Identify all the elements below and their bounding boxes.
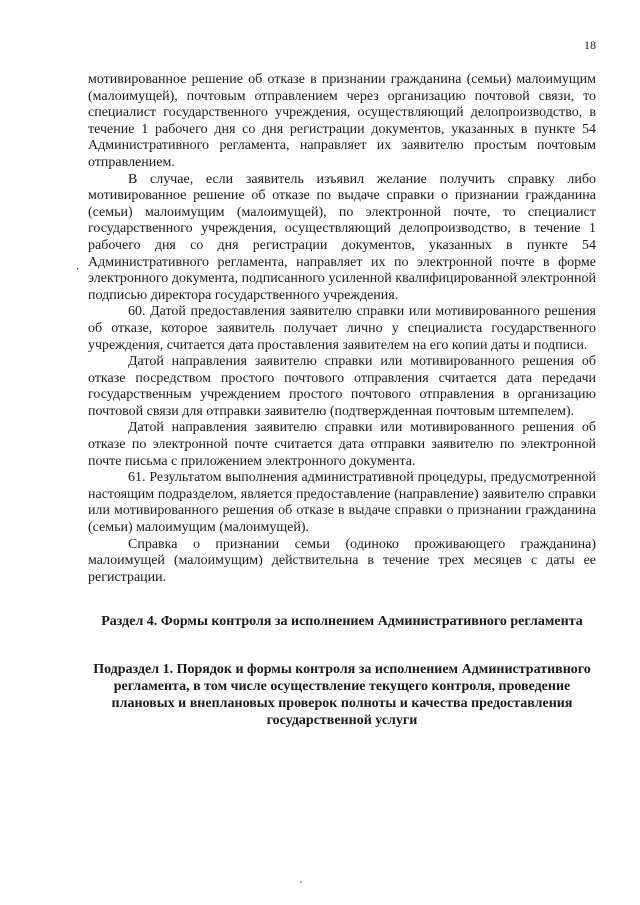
paragraph-email-date: Датой направления заявителю справки или мотивированного решения об отказе по электронной почте считается дата отправки заявителю по электронной почте письма с приложением электронного документа. [88,420,596,469]
page-number: 18 [584,38,596,52]
paragraph-postal-date: Датой направления заявителю справки или мотивированного решения об отказе посредством простого почтового отправления считается дата передачи государственным учреждением простого почтового отправления в организацию почтовой связи для отправки заявителю (подтвержденная почтовым штемпелем). [88,354,596,419]
paragraph-item-60: 60. Датой предоставления заявителю справки или мотивированного решения об отказе, которое заявитель получает лично у специалиста государственного учреждения, считается дата проставления заявителем на его копии даты и подписи. [88,304,596,353]
paragraph-item-61: 61. Результатом выполнения административной процедуры, предусмотренной настоящим подразделом, является предоставление (направление) заявителю справки или мотивированного решения об отказе в выдаче справки о признании гражданина (семьи) малоимущим (малоимущей). [88,470,596,536]
scan-artifact-dot [300,881,302,883]
section-title: Раздел 4. Формы контроля за исполнением Административного регламента [101,614,583,630]
subsection-title: Подраздел 1. Порядок и формы контроля за исполнением Административного регламента, в том числе осуществление текущего контроля, проведение плановых и внеплановых проверок полноты и качества предоставления государственной услуги [93,662,591,729]
paragraph-continuation: мотивированное решение об отказе в признании гражданина (семьи) малоимущим (малоимущей), почтовым отправлением через организацию почтовой связи, то специалист государственного учреждения, осуществляющий делопроизводство, в течение 1 рабочего дня со дня регистрации документов, указанных в пункте 54 Административного регламента, направляет их заявителю простым почтовым отправлением. [88,72,596,170]
paragraph-certificate-validity: Справка о признании семьи (одиноко проживающего гражданина) малоимущей (малоимущим) действительна в течение трех месяцев с даты ее регистрации. [88,536,596,585]
document-body [88,72,596,729]
paragraph-electronic-delivery: В случае, если заявитель изъявил желание получить справку либо мотивированное решение об отказе по выдаче справки о признании гражданина (семьи) малоимущим (малоимущей), по электронной почте, то специалист государственного учреждения, осуществляющий делопроизводство, в течение 1 рабочего дня со дня регистрации документов, указанных в пункте 54 Административного регламента, направляет их по электронной почте в форме электронного документа, подписанного усиленной квалифицированной электронной подписью директора государственного учреждения. [88,171,596,303]
stray-ink-mark: ⸳ [76,260,80,274]
